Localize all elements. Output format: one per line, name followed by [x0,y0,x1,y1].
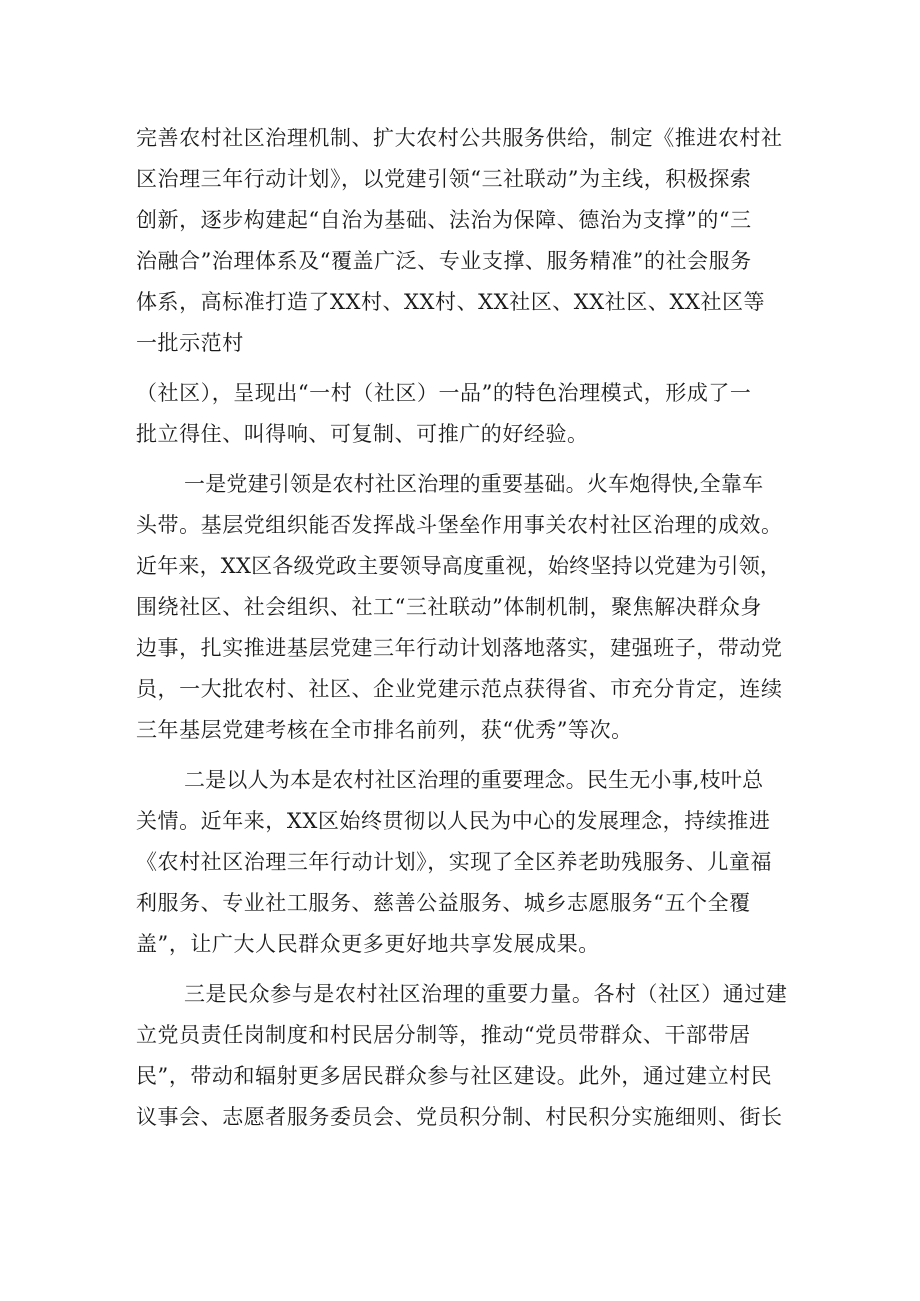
text-line: 民”，带动和辐射更多居民群众参与社区建设。此外，通过建立村民 [136,1064,773,1088]
text-line: 批立得住、叫得响、可复制、可推广的好经验。 [136,422,589,446]
text-line: 《农村社区治理三年行动计划》，实现了全区养老助残服务、儿童福 [136,850,772,874]
text-line: 头带。基层党组织能否发挥战斗堡垒作用事关农村社区治理的成效。 [136,513,783,537]
text-line: 关情。近年来，XX区始终贯彻以人民为中心的发展理念，持续推进 [136,809,771,833]
text-line: 三是民众参与是农村社区治理的重要力量。各村（社区）通过建 [184,982,788,1006]
text-line: 三年基层党建考核在全市排名前列，获“优秀”等次。 [136,718,633,742]
text-line: 完善农村社区治理机制、扩大农村公共服务供给，制定《推进农村社 [136,126,783,150]
text-line: 围绕社区、社会组织、社工“三社联动”体制机制，聚焦解决群众身 [136,595,762,619]
text-line: （社区），呈现出“一村（社区）一品”的特色治理模式，形成了一 [136,381,752,405]
text-line: 立党员责任岗制度和村民居分制等，推动“党员带群众、干部带居 [136,1023,751,1047]
text-line: 利服务、专业社工服务、慈善公益服务、城乡志愿服务“五个全覆 [136,891,751,915]
text-line: 创新，逐步构建起“自治为基础、法治为保障、德治为支撑”的“三 [136,208,752,232]
text-line: 近年来，XX区各级党政主要领导高度重视，始终坚持以党建为引领， [136,554,782,578]
text-line: 区治理三年行动计划》，以党建引领“三社联动”为主线，积极探索 [136,167,752,191]
text-line: 一是党建引领是农村社区治理的重要基础。火车炮得快,全靠车 [184,472,764,496]
text-line: 盖”，让广大人民群众更多更好地共享发展成果。 [136,932,600,956]
text-line: 体系，高标准打造了XX村、XX村、XX社区、XX社区、XX社区等 [136,290,766,314]
text-line: 治融合”治理体系及“覆盖广泛、专业支撑、服务精准”的社会服务 [136,249,752,273]
text-line: 边事，扎实推进基层党建三年行动计划落地落实，建强班子，带动党 [136,636,783,660]
text-line: 员，一大批农村、社区、企业党建示范点获得省、市充分肯定，连续 [136,677,783,701]
text-line: 议事会、志愿者服务委员会、党员积分制、村民积分实施细则、街长 [136,1105,783,1129]
text-line: 一批示范村 [136,331,244,355]
text-line: 二是以人为本是农村社区治理的重要理念。民生无小事,枝叶总 [184,768,764,792]
